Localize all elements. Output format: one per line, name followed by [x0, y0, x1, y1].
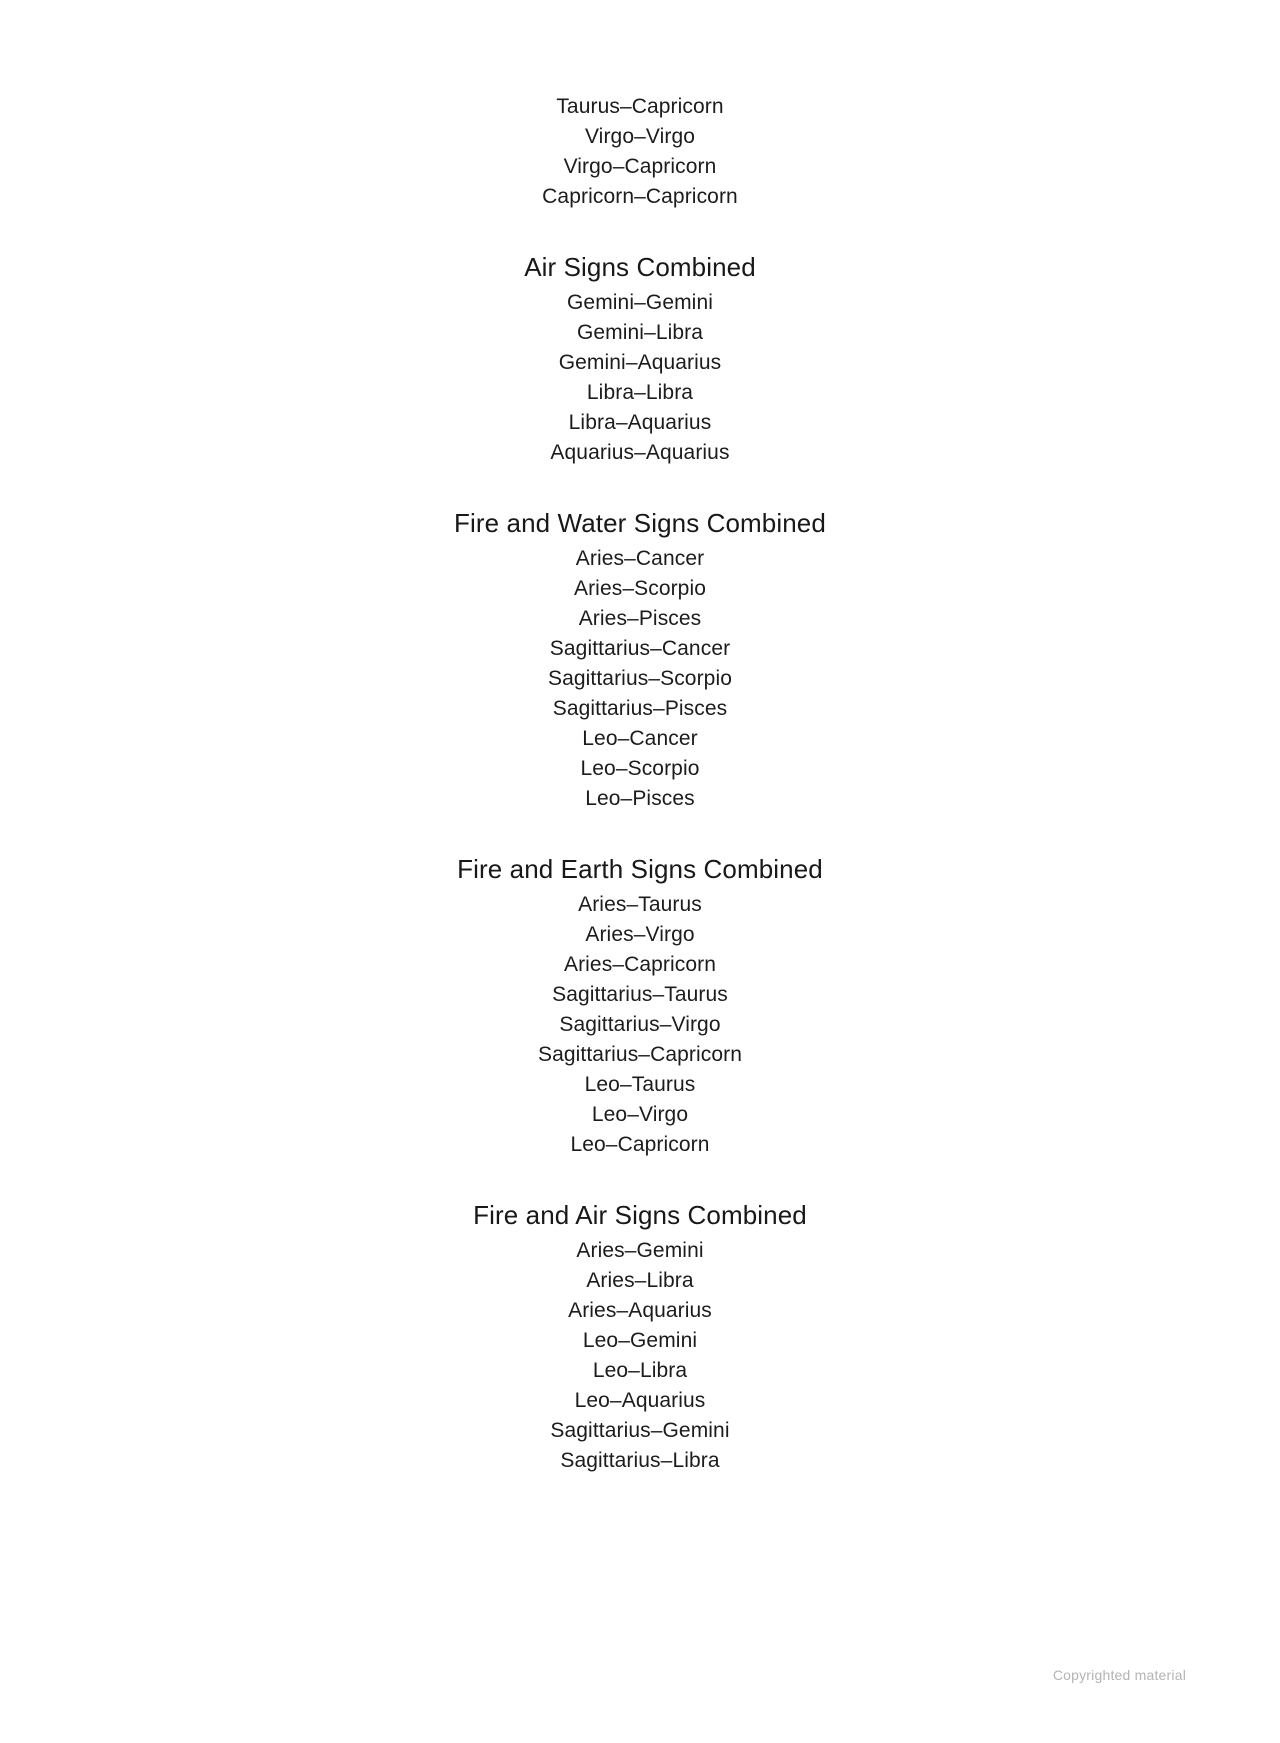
- copyright-notice: Copyrighted material: [1052, 1667, 1186, 1683]
- list-item: Leo–Scorpio: [580, 757, 700, 780]
- list-item: Libra–Aquarius: [568, 411, 712, 434]
- list-item: Sagittarius–Libra: [560, 1449, 720, 1472]
- section-air-signs-combined: [0, 250, 1280, 468]
- list-item: Sagittarius–Taurus: [552, 983, 728, 1006]
- list-item: Aries–Capricorn: [563, 953, 717, 976]
- list-item: Leo–Libra: [592, 1359, 688, 1382]
- list-item: Sagittarius–Pisces: [552, 697, 728, 720]
- list-item: Leo–Gemini: [582, 1329, 698, 1352]
- section-fire-and-earth-signs-combined: [0, 852, 1280, 1160]
- list-item: Sagittarius–Gemini: [550, 1419, 730, 1442]
- list-item: Virgo–Capricorn: [563, 155, 717, 178]
- list-item: Aries–Taurus: [578, 893, 702, 916]
- list-item: Leo–Capricorn: [570, 1133, 710, 1156]
- list-item: Gemini–Gemini: [566, 291, 713, 314]
- section-heading: Air Signs Combined: [524, 252, 756, 282]
- list-item: Sagittarius–Virgo: [559, 1013, 721, 1036]
- section-heading: Fire and Air Signs Combined: [473, 1200, 807, 1230]
- list-item: Aries–Virgo: [585, 923, 695, 946]
- list-item: Virgo–Virgo: [584, 125, 696, 148]
- list-item: Gemini–Libra: [576, 321, 704, 344]
- list-item: Leo–Virgo: [591, 1103, 689, 1126]
- list-item: Taurus–Capricorn: [556, 95, 724, 118]
- list-item: Leo–Pisces: [585, 787, 695, 810]
- list-item: Aries–Libra: [586, 1269, 694, 1292]
- list-item: Sagittarius–Capricorn: [537, 1043, 743, 1066]
- list-item: Libra–Libra: [586, 381, 694, 404]
- list-item: Gemini–Aquarius: [558, 351, 722, 374]
- list-item: Aquarius–Aquarius: [550, 441, 730, 464]
- section-heading: Fire and Earth Signs Combined: [457, 854, 823, 884]
- list-item: Aries–Cancer: [575, 547, 705, 570]
- list-item: Leo–Aquarius: [574, 1389, 706, 1412]
- document-body: [0, 92, 1280, 1476]
- list-item: Sagittarius–Scorpio: [548, 667, 732, 690]
- list-item: Aries–Gemini: [576, 1239, 704, 1262]
- list-item: Aries–Scorpio: [573, 577, 707, 600]
- list-item: Aries–Aquarius: [568, 1299, 712, 1322]
- list-item: Sagittarius–Cancer: [549, 637, 731, 660]
- list-item: Leo–Taurus: [584, 1073, 696, 1096]
- section-fire-and-water-signs-combined: [0, 506, 1280, 814]
- list-item: Capricorn–Capricorn: [542, 185, 738, 208]
- list-item: Aries–Pisces: [578, 607, 702, 630]
- continued-list-section: [0, 92, 1280, 212]
- section-heading: Fire and Water Signs Combined: [454, 508, 826, 538]
- section-fire-and-air-signs-combined: [0, 1198, 1280, 1476]
- list-item: Leo–Cancer: [582, 727, 698, 750]
